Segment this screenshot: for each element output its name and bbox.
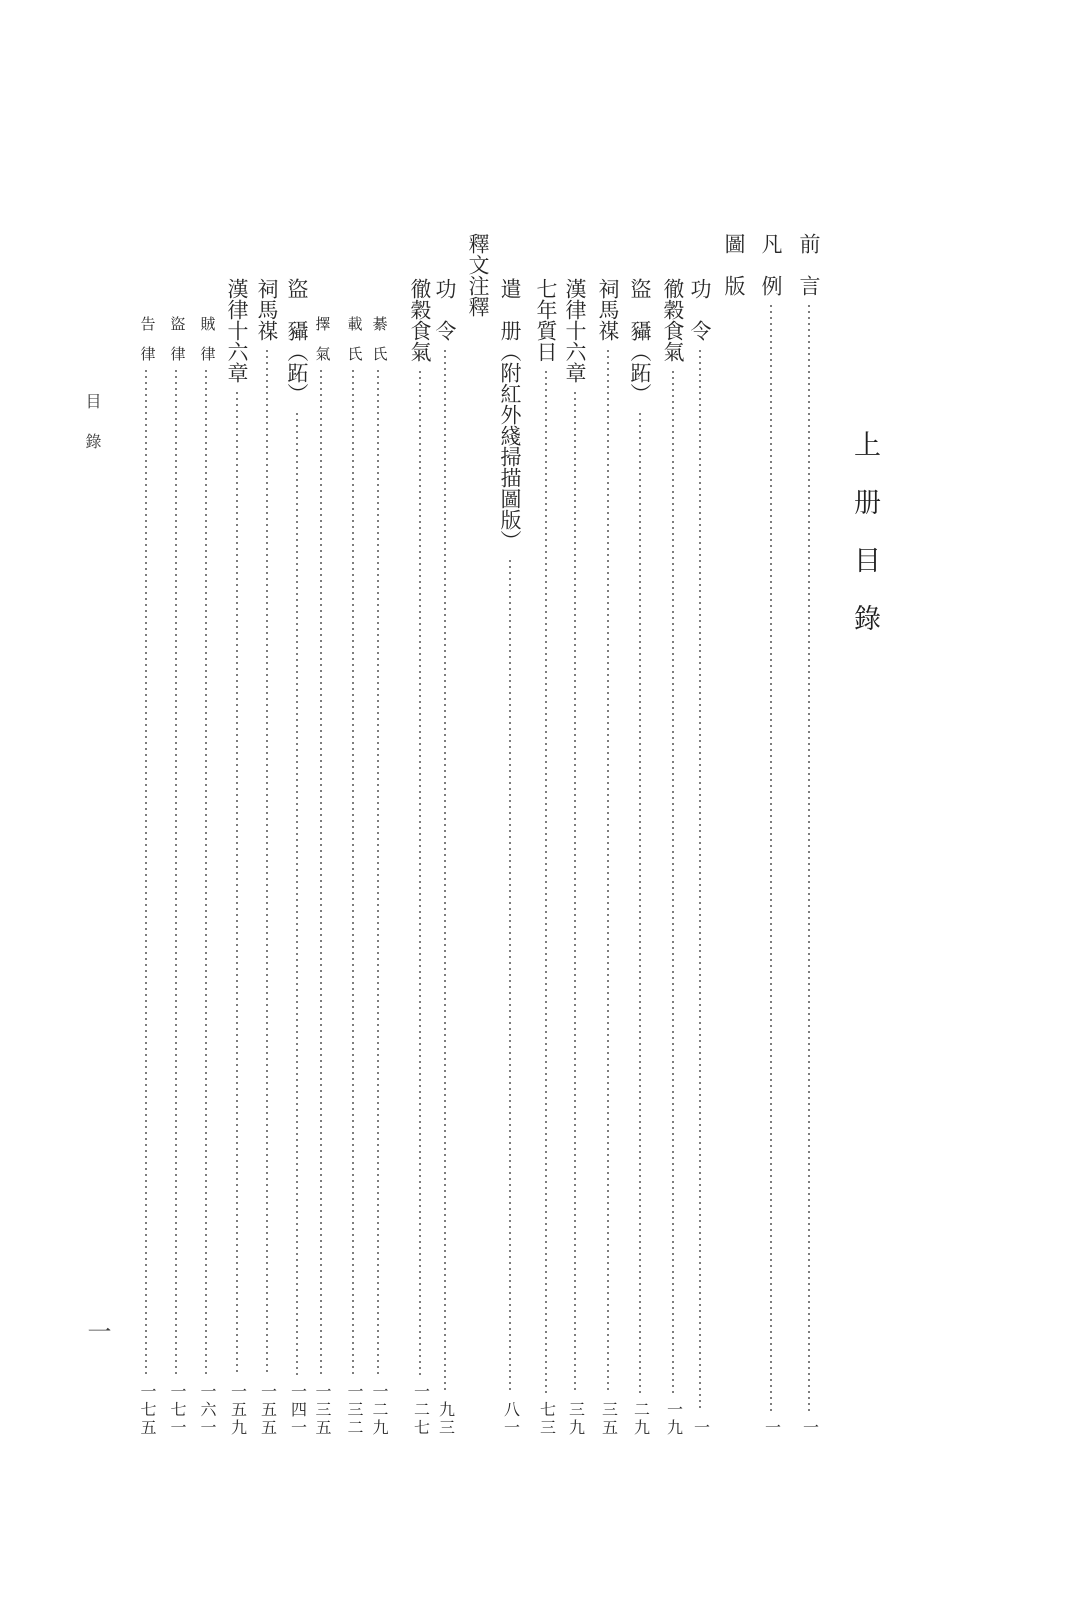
toc-entry-title: 功 令 xyxy=(433,278,457,341)
dotted-leader xyxy=(419,371,421,1376)
toc-entry xyxy=(409,278,430,1437)
toc-entry-title: 功 令 xyxy=(688,278,712,341)
volume-title: 上 册 目 錄 xyxy=(850,430,880,633)
dotted-leader xyxy=(444,350,446,1394)
toc-entry-title: 擇 氣 xyxy=(313,316,330,361)
toc-entry-title: 賊 律 xyxy=(198,316,215,361)
toc-entry-page: 一七一 xyxy=(168,1383,185,1437)
toc-entry-page: 九三 xyxy=(436,1401,454,1437)
dotted-leader xyxy=(377,370,379,1376)
toc-entry xyxy=(434,278,455,1437)
toc-entry-page: 八一 xyxy=(501,1401,519,1437)
toc-entry xyxy=(564,278,585,1437)
toc-entry-page: 一五五 xyxy=(258,1383,276,1437)
dotted-leader xyxy=(320,370,322,1376)
toc-entry xyxy=(662,278,683,1437)
dotted-leader xyxy=(352,370,354,1376)
toc-entry-title: 遣 册（附紅外綫掃描圖版） xyxy=(498,278,522,551)
toc-entry-title: 凡 例 xyxy=(759,233,783,296)
toc-entry xyxy=(689,278,710,1437)
running-header: 目 錄 xyxy=(83,393,100,453)
dotted-leader xyxy=(205,370,207,1376)
toc-entry-page: 一三五 xyxy=(313,1383,330,1437)
toc-entry-page: 一二九 xyxy=(370,1383,387,1437)
toc-entry-page: 一四一 xyxy=(288,1383,306,1437)
toc-section-heading xyxy=(723,233,744,296)
dotted-leader xyxy=(672,371,674,1394)
toc-entry xyxy=(535,278,556,1437)
dotted-leader xyxy=(545,371,547,1394)
toc-entry xyxy=(138,316,154,1437)
toc-entry xyxy=(256,278,277,1437)
toc-entry xyxy=(597,278,618,1437)
toc-entry xyxy=(286,278,307,1437)
dotted-leader xyxy=(574,392,576,1394)
toc-entry xyxy=(370,316,386,1437)
dotted-leader xyxy=(145,370,147,1376)
toc-entry xyxy=(313,316,329,1437)
toc-entry-page: 三五 xyxy=(599,1401,617,1437)
toc-entry-title: 盜 䝕（跖） xyxy=(285,278,309,404)
toc-entry-title: 前 言 xyxy=(797,233,821,296)
toc-entry-title: 徹穀食氣 xyxy=(661,278,685,362)
toc-entry-page: 七三 xyxy=(537,1401,555,1437)
toc-entry-title: 漢律十六章 xyxy=(225,278,249,383)
dotted-leader xyxy=(236,392,238,1376)
toc-entry xyxy=(629,278,650,1437)
toc-entry-page: 一 xyxy=(800,1419,818,1437)
toc-entry-page: 一三二 xyxy=(345,1383,362,1437)
dotted-leader xyxy=(509,560,511,1394)
dotted-leader xyxy=(607,350,609,1394)
dotted-leader xyxy=(296,413,298,1376)
toc-entry-page: 三九 xyxy=(566,1401,584,1437)
toc-entry-title: 盜 䝕（跖） xyxy=(628,278,652,404)
toc-entry-title: 盜 律 xyxy=(168,316,185,361)
toc-entry-title: 徹穀食氣 xyxy=(408,278,432,362)
toc-entry-page: 二九 xyxy=(631,1401,649,1437)
toc-entry-title: 祠馬禖 xyxy=(255,278,279,341)
dotted-leader xyxy=(266,350,268,1376)
toc-entry-page: 一六一 xyxy=(198,1383,215,1437)
dotted-leader xyxy=(639,413,641,1394)
toc-entry-title: 告 律 xyxy=(138,316,155,361)
dotted-leader xyxy=(770,305,772,1412)
toc-entry-page: 一七五 xyxy=(138,1383,155,1437)
folio-number: 一 xyxy=(83,1319,109,1343)
toc-entry xyxy=(760,233,781,1437)
toc-entry xyxy=(499,278,520,1437)
toc-entry-page: 一二七 xyxy=(411,1383,429,1437)
toc-entry-title: 圖 版 xyxy=(722,233,746,296)
toc-entry xyxy=(226,278,247,1437)
toc-entry xyxy=(345,316,361,1437)
toc-entry-title: 漢律十六章 xyxy=(563,278,587,383)
toc-entry xyxy=(168,316,184,1437)
toc-entry-title: 綦 氏 xyxy=(370,316,387,361)
toc-entry-title: 七年質日 xyxy=(534,278,558,362)
toc-entry-title: 載 氏 xyxy=(345,316,362,361)
dotted-leader xyxy=(808,305,810,1412)
toc-entry-title: 祠馬禖 xyxy=(596,278,620,341)
toc-entry xyxy=(798,233,819,1437)
toc-entry-page: 一 xyxy=(691,1419,709,1437)
toc-entry-page: 一五九 xyxy=(228,1383,246,1437)
toc-section-heading xyxy=(467,233,488,317)
dotted-leader xyxy=(699,350,701,1412)
toc-entry-page: 一九 xyxy=(664,1401,682,1437)
toc-entry-title: 釋文注釋 xyxy=(466,233,490,317)
dotted-leader xyxy=(175,370,177,1376)
toc-entry xyxy=(198,316,214,1437)
toc-entry-page: 一 xyxy=(762,1419,780,1437)
